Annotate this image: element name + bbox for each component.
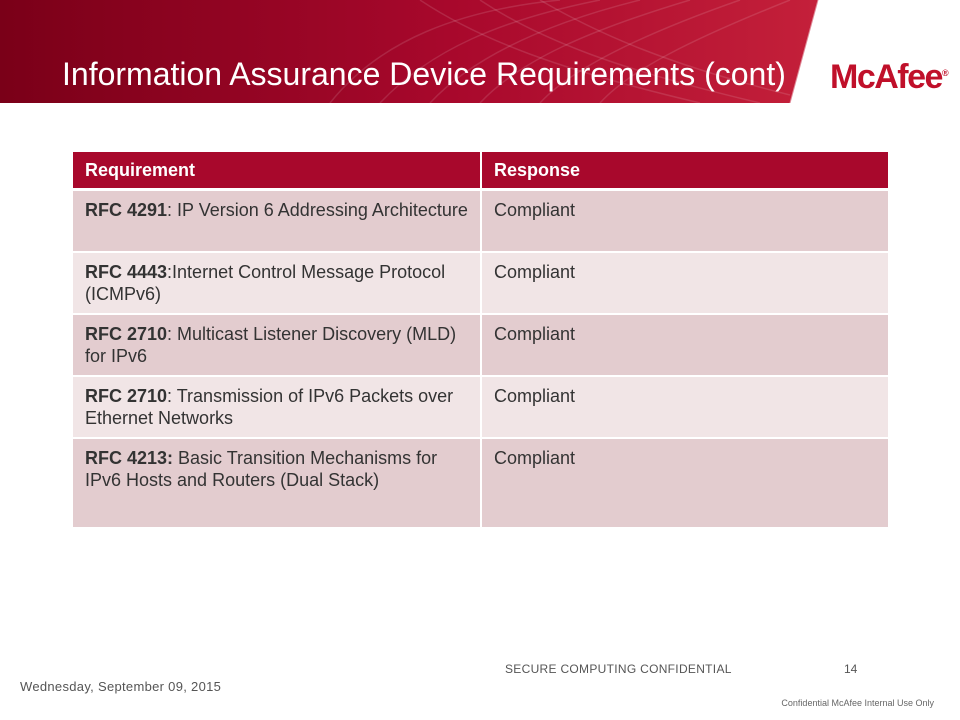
rfc-number: RFC 4291: [85, 200, 168, 220]
rfc-description: Basic Transition Mechanisms for IPv6 Hosts and Routers (Dual Stack): [85, 448, 438, 490]
table-row: [73, 252, 888, 314]
table-row: [73, 190, 888, 253]
requirements-table: [73, 152, 888, 529]
response-cell: Compliant: [481, 190, 888, 253]
response-cell: Compliant: [481, 252, 888, 314]
rfc-description: : Transmission of IPv6 Packets over Ethernet Networks: [85, 386, 454, 428]
requirement-cell: [73, 190, 481, 253]
mcafee-logo: [830, 58, 949, 97]
table-header-row: [73, 152, 888, 190]
requirement-cell: [73, 314, 481, 376]
table-row: [73, 314, 888, 376]
requirement-cell: [73, 376, 481, 438]
footer-confidential-label: SECURE COMPUTING CONFIDENTIAL: [505, 662, 732, 676]
table-row: [73, 376, 888, 438]
rfc-number: RFC 4443: [85, 262, 168, 282]
slide-title: Information Assurance Device Requirements (cont): [62, 56, 786, 92]
rfc-description: : Multicast Listener Discovery (MLD) for IPv6: [85, 324, 457, 366]
page-number: 14: [844, 662, 858, 676]
rfc-number: RFC 4213:: [85, 448, 174, 468]
logo-text: McAfee: [830, 58, 942, 96]
header-requirement: Requirement: [73, 152, 481, 190]
requirement-cell: [73, 252, 481, 314]
requirement-cell: [73, 438, 481, 528]
registered-mark: ®: [941, 68, 949, 78]
footer-date: Wednesday, September 09, 2015: [20, 679, 222, 694]
table-row: [73, 438, 888, 528]
footer-internal-use: Confidential McAfee Internal Use Only: [781, 698, 934, 708]
response-cell: Compliant: [481, 376, 888, 438]
rfc-number: RFC 2710: [85, 324, 168, 344]
rfc-description: :Internet Control Message Protocol (ICMPv6): [85, 262, 446, 304]
rfc-number: RFC 2710: [85, 386, 168, 406]
header-response: Response: [481, 152, 888, 190]
response-cell: Compliant: [481, 438, 888, 528]
rfc-description: : IP Version 6 Addressing Architecture: [167, 200, 468, 220]
response-cell: Compliant: [481, 314, 888, 376]
